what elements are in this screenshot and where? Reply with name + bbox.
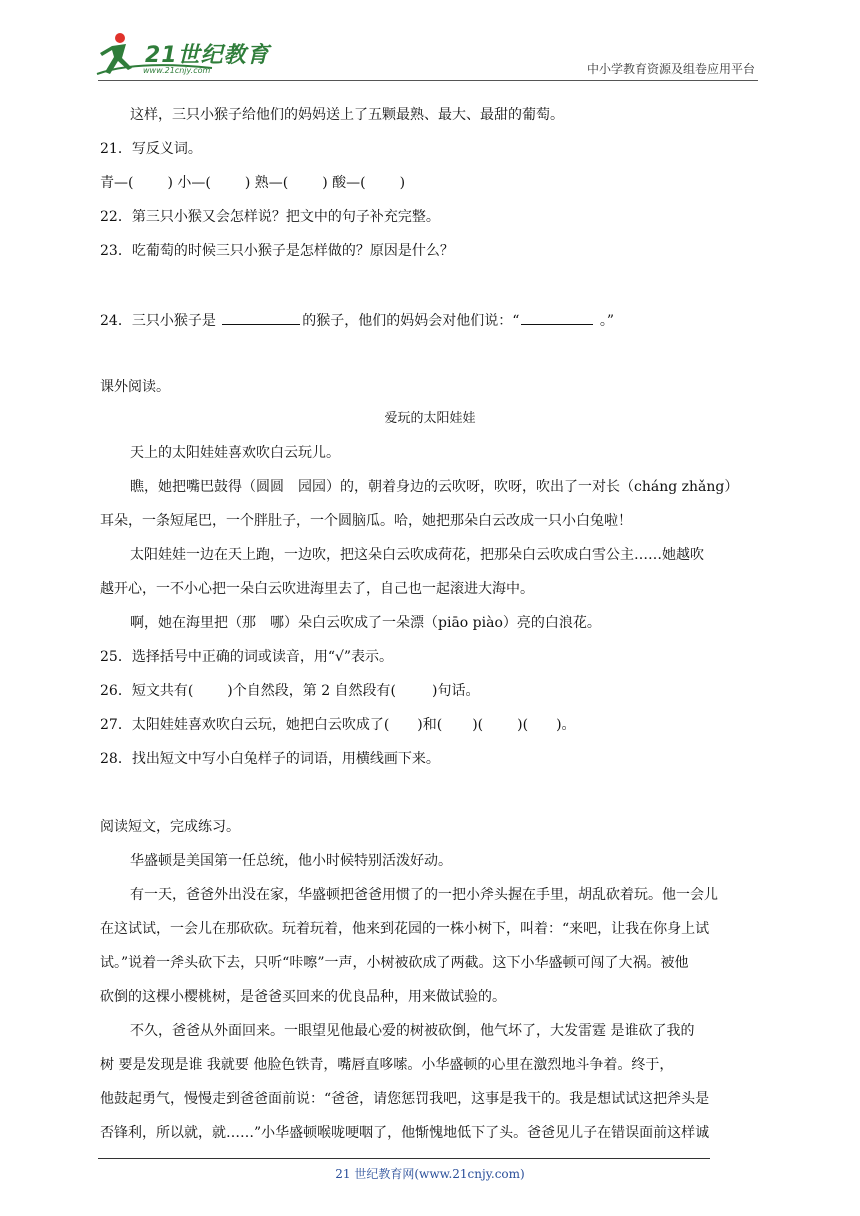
page-header [0, 0, 860, 90]
question-27: 27．太阳娃娃喜欢吹白云玩，她把白云吹成了( )和( )( )( )。 [100, 717, 576, 733]
story-paragraph: 天上的太阳娃娃喜欢吹白云玩儿。 [130, 445, 340, 461]
header-divider [98, 80, 758, 81]
text-line: 这样，三只小猴子给他们的妈妈送上了五颗最熟、最大、最甜的葡萄。 [130, 107, 564, 123]
logo-text: 21世纪教育 [145, 43, 270, 68]
reading-paragraph-cont: 砍倒的这棵小樱桃树，是爸爸买回来的优良品种，用来做试验的。 [100, 989, 506, 1005]
platform-label: 中小学教育资源及组卷应用平台 [586, 62, 755, 76]
question-28: 28．找出短文中写小白兔样子的词语，用横线画下来。 [100, 751, 440, 767]
question-22: 22．第三只小猴又会怎样说？把文中的句子补充完整。 [100, 209, 440, 225]
question-23: 23．吃葡萄的时候三只小猴子是怎样做的？原因是什么？ [100, 243, 454, 259]
story-paragraph: 瞧，她把嘴巴鼓得（圆圆 园园）的，朝着身边的云吹呀，吹呀，吹出了一对长（cháng zhǎng） [130, 479, 739, 495]
question-21-blanks: 青—( ) 小—( ) 熟—( ) 酸—( ) [100, 175, 406, 191]
footer-text: 21 世纪教育网(www.21cnjy.com) [335, 1167, 525, 1181]
answer-blank[interactable] [521, 310, 593, 325]
reading-paragraph: 不久，爸爸从外面回来。一眼望见他最心爱的树被砍倒，他气坏了，大发雷霆 是谁砍了我的 [130, 1023, 695, 1039]
reading-paragraph-cont: 树 要是发现是谁 我就要 他脸色铁青，嘴唇直哆嗦。小华盛顿的心里在激烈地斗争着。终于， [100, 1057, 674, 1073]
question-24: 24．三只小猴子是 的猴子，他们的妈妈会对他们说：“ 。” [100, 310, 614, 330]
question-25: 25．选择括号中正确的词或读音，用“√”表示。 [100, 649, 394, 665]
question-21: 21．写反义词。 [100, 141, 202, 157]
reading-paragraph: 华盛顿是美国第一任总统，他小时候特别活泼好动。 [130, 853, 452, 869]
answer-blank[interactable] [222, 310, 300, 325]
footer-divider [98, 1158, 710, 1159]
logo-url: www.21cnjy.com [143, 66, 211, 75]
reading-paragraph-cont: 在这试试，一会儿在那砍砍。玩着玩着，他来到花园的一株小树下，叫着：“来吧，让我在你身上试 [100, 921, 710, 937]
section-heading: 课外阅读。 [100, 379, 170, 395]
story-paragraph-cont: 耳朵，一条短尾巴，一个胖肚子，一个圆脑瓜。哈，她把那朵白云改成一只小白兔啦！ [100, 513, 632, 529]
story-paragraph: 啊，她在海里把（那 哪）朵白云吹成了一朵漂（piāo piào）亮的白浪花。 [130, 615, 601, 631]
reading-paragraph-cont: 他鼓起勇气，慢慢走到爸爸面前说：“爸爸，请您惩罚我吧，这事是我干的。我是想试试这把斧头是 [100, 1091, 710, 1107]
reading-paragraph: 有一天，爸爸外出没在家，华盛顿把爸爸用惯了的一把小斧头握在手里，胡乱砍着玩。他一会儿 [130, 887, 718, 903]
story-paragraph-cont: 越开心，一不小心把一朵白云吹进海里去了，自己也一起滚进大海中。 [100, 581, 534, 597]
reading-paragraph-cont: 否锋利，所以就，就……”小华盛顿喉咙哽咽了，他惭愧地低下了头。爸爸见儿子在错误面前这样诚 [100, 1125, 710, 1141]
story-title: 爱玩的太阳娃娃 [384, 411, 476, 426]
question-26: 26．短文共有( )个自然段，第 2 自然段有( )句话。 [100, 683, 480, 699]
story-paragraph: 太阳娃娃一边在天上跑，一边吹，把这朵白云吹成荷花，把那朵白云吹成白雪公主……她越吹 [130, 547, 704, 563]
section-heading: 阅读短文，完成练习。 [100, 819, 240, 835]
reading-paragraph-cont: 试。”说着一斧头砍下去，只听“咔嚓”一声，小树被砍成了两截。这下小华盛顿可闯了大祸。被他 [100, 955, 689, 971]
